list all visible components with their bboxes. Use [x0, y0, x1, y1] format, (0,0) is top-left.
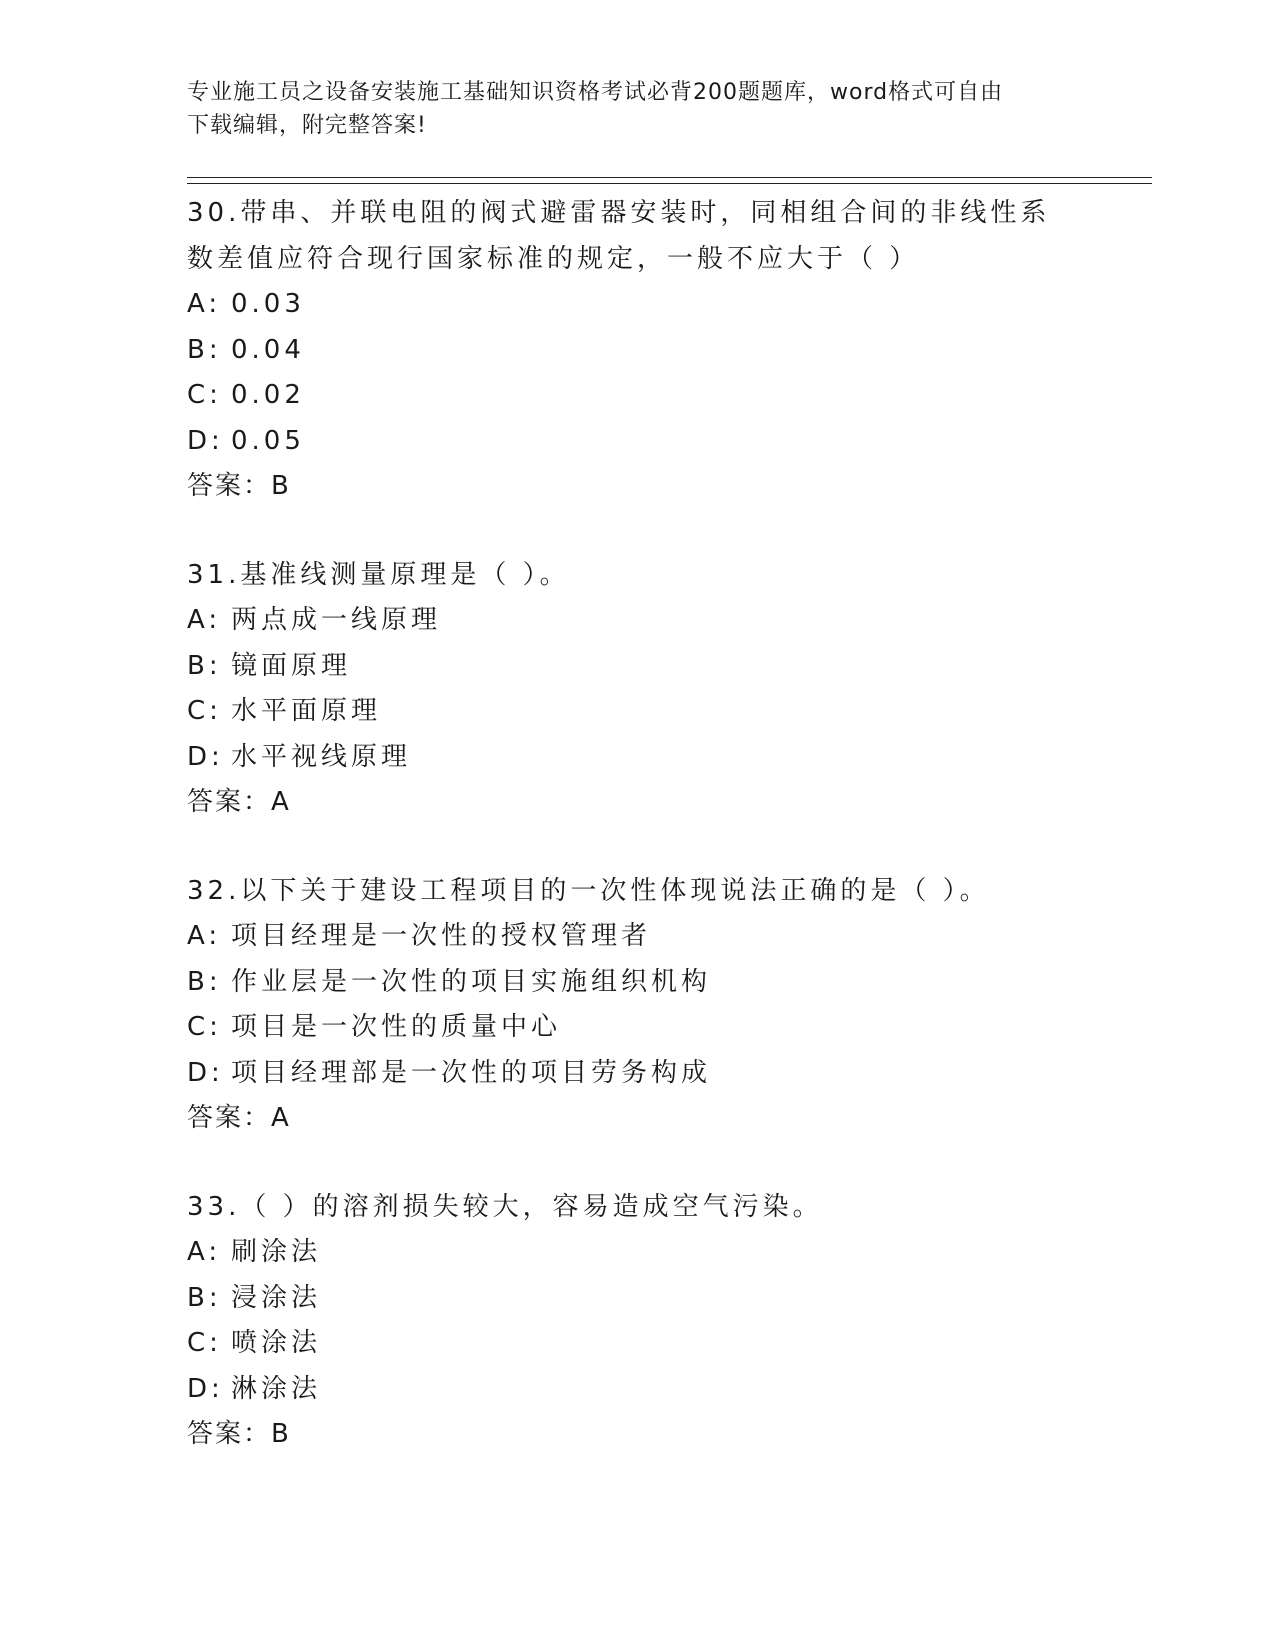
option-text: 淋涂法 — [231, 1373, 322, 1404]
option-text: 项目是一次性的质量中心 — [231, 1012, 562, 1042]
header-line-2: 下载编辑，附完整答案! — [187, 113, 427, 138]
option-text: 两点成一线原理 — [231, 605, 442, 635]
option-d — [187, 419, 1147, 465]
option-letter: C: — [187, 696, 222, 726]
option-text: 刷涂法 — [231, 1237, 322, 1267]
header-line-1: 专业施工员之设备安装施工基础知识资格考试必背200题题库，word格式可自由 — [187, 80, 1004, 105]
option-text: 作业层是一次性的项目实施组织机构 — [231, 966, 712, 997]
option-text: 0.02 — [231, 380, 305, 410]
question-list — [187, 190, 1147, 1500]
option-d — [187, 1367, 1147, 1413]
option-c — [187, 373, 1147, 419]
option-b — [187, 960, 1147, 1006]
question-stem: 33.（ ）的溶剂损失较大，容易造成空气污染。 — [187, 1192, 823, 1222]
option-b — [187, 1276, 1147, 1322]
option-c — [187, 1321, 1147, 1367]
option-text: 喷涂法 — [231, 1328, 322, 1358]
option-a — [187, 914, 1147, 960]
option-letter: B: — [187, 650, 222, 681]
answer-line: 答案：B — [187, 471, 291, 501]
header-divider-bottom — [187, 183, 1152, 184]
option-text: 水平面原理 — [231, 696, 382, 726]
header-divider-top — [187, 177, 1152, 178]
option-a — [187, 282, 1147, 328]
option-a — [187, 1230, 1147, 1276]
option-letter: B: — [187, 1282, 222, 1313]
option-letter: D: — [187, 741, 224, 772]
option-text: 项目经理是一次性的授权管理者 — [231, 921, 652, 951]
option-text: 项目经理部是一次性的项目劳务构成 — [231, 1057, 712, 1088]
option-letter: C: — [187, 380, 222, 410]
option-letter: C: — [187, 1012, 222, 1042]
answer-line: 答案：A — [187, 1103, 291, 1133]
option-text: 0.03 — [231, 289, 305, 319]
option-letter: D: — [187, 1373, 224, 1404]
option-text: 镜面原理 — [231, 650, 352, 681]
answer-line: 答案：A — [187, 787, 291, 817]
option-letter: B: — [187, 334, 222, 365]
option-text: 浸涂法 — [231, 1282, 322, 1313]
option-letter: A: — [187, 605, 222, 635]
option-text: 0.04 — [231, 334, 305, 365]
option-letter: D: — [187, 425, 224, 456]
option-text: 0.05 — [231, 425, 305, 456]
option-b — [187, 644, 1147, 690]
option-text: 水平视线原理 — [231, 741, 412, 772]
option-letter: A: — [187, 1237, 222, 1267]
answer-line: 答案：B — [187, 1419, 291, 1449]
question-30 — [187, 190, 1147, 509]
option-letter: C: — [187, 1328, 222, 1358]
question-32 — [187, 868, 1147, 1141]
document-header — [187, 76, 1087, 142]
option-b — [187, 328, 1147, 374]
option-d — [187, 735, 1147, 781]
option-letter: D: — [187, 1057, 224, 1088]
question-31 — [187, 552, 1147, 825]
option-c — [187, 689, 1147, 735]
question-33 — [187, 1184, 1147, 1457]
question-stem: 32.以下关于建设工程项目的一次性体现说法正确的是（ ）。 — [187, 876, 990, 906]
option-letter: A: — [187, 289, 222, 319]
option-letter: A: — [187, 921, 222, 951]
question-stem: 30.带串、并联电阻的阀式避雷器安装时，同相组合间的非线性系数差值应符合现行国家标准的规定，一般不应大于（ ） — [187, 198, 1051, 274]
option-d — [187, 1051, 1147, 1097]
option-c — [187, 1005, 1147, 1051]
option-letter: B: — [187, 966, 222, 997]
option-a — [187, 598, 1147, 644]
question-stem: 31.基准线测量原理是（ ）。 — [187, 560, 570, 590]
